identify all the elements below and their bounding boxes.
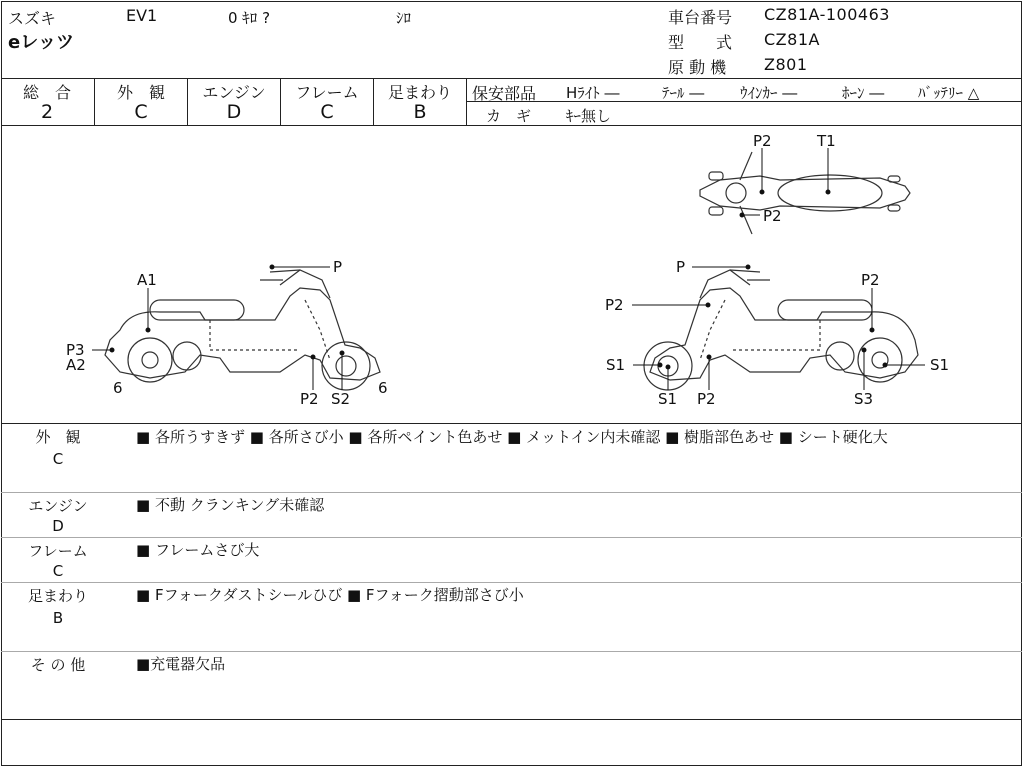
- divider: [1, 492, 1022, 493]
- divider: [1, 651, 1022, 652]
- divider: [1, 719, 1022, 720]
- damage-label: S3: [854, 390, 874, 408]
- color-value: ｼﾛ: [396, 9, 412, 27]
- suspension-section-text: ■ Fフォークダストシールひび ■ Fフォーク摺動部さび小: [136, 586, 524, 604]
- other-section-label: そ の 他: [30, 656, 86, 674]
- damage-label: S1: [658, 390, 678, 408]
- exterior-section-label: 外 観: [35, 428, 81, 446]
- damage-label: P2: [605, 296, 624, 314]
- frame-grade-value: C: [320, 101, 334, 123]
- key-value: ｷｰ無し: [566, 107, 612, 125]
- damage-label: P2: [697, 390, 716, 408]
- damage-label: P: [676, 258, 686, 276]
- scooter-top-view: [700, 152, 910, 234]
- damage-label: S1: [930, 356, 950, 374]
- damage-label: P: [333, 258, 343, 276]
- safety-parts-label: 保安部品: [472, 84, 537, 103]
- headlight-status: Hﾗｲﾄ ―: [566, 84, 620, 102]
- divider: [1, 537, 1022, 538]
- winker-status: ｳｲﾝｶｰ ―: [740, 84, 798, 102]
- frame-section-text: ■ フレームさび大: [136, 541, 260, 559]
- type-label: 型 式: [668, 33, 733, 52]
- vehicle-name: eレッツ: [8, 32, 75, 53]
- frame-section-label: フレーム: [28, 542, 88, 560]
- engine-section-grade: D: [52, 517, 64, 535]
- engine-label: 原 動 機: [668, 58, 727, 77]
- frame-section-grade: C: [52, 562, 64, 580]
- overall-grade-value: 2: [40, 101, 54, 123]
- taillight-status: ﾃｰﾙ ―: [662, 84, 705, 102]
- suspension-section-grade: B: [52, 609, 64, 627]
- engine-value: Z801: [764, 55, 808, 74]
- damage-label: A1: [137, 271, 157, 289]
- exterior-section-text: ■ 各所うすきず ■ 各所さび小 ■ 各所ペイント色あせ ■ メットイン内未確認 ■ 樹脂部色あせ ■ シート硬化大: [136, 428, 888, 446]
- damage-label: P2: [763, 207, 782, 225]
- engine-grade-value: D: [226, 101, 242, 123]
- damage-label: P3: [66, 341, 85, 359]
- overall-grade-label: 総 合: [22, 83, 71, 102]
- frame-number-label: 車台番号: [668, 8, 733, 27]
- engine-section-label: エンジン: [28, 497, 88, 515]
- frame-number-value: CZ81A-100463: [764, 5, 890, 24]
- damage-label: S1: [606, 356, 626, 374]
- exterior-section-grade: C: [52, 450, 64, 468]
- mileage-value: 0 ｷﾛ ?: [228, 9, 271, 27]
- divider: [1, 582, 1022, 583]
- engine-section-text: ■ 不動 クランキング未確認: [136, 496, 325, 514]
- damage-label: A2: [66, 356, 86, 374]
- exterior-grade-label: 外 観: [116, 83, 165, 102]
- maker-name: スズキ: [8, 9, 57, 28]
- engine-grade-label: エンジン: [202, 83, 266, 102]
- suspension-grade-value: B: [413, 101, 427, 123]
- damage-label: S2: [331, 390, 351, 408]
- key-label: カ ギ: [486, 107, 532, 125]
- damage-label: P2: [300, 390, 319, 408]
- suspension-grade-label: 足まわり: [387, 83, 452, 102]
- damage-label: 6: [378, 379, 388, 397]
- horn-status: ﾎｰﾝ ―: [842, 84, 885, 102]
- divider: [1, 423, 1022, 424]
- damage-label: T1: [817, 132, 836, 150]
- battery-status: ﾊﾞｯﾃﾘｰ △: [918, 84, 980, 102]
- frame-grade-label: フレーム: [295, 83, 359, 102]
- exterior-grade-value: C: [134, 101, 148, 123]
- damage-label: P2: [753, 132, 772, 150]
- damage-label: P2: [861, 271, 880, 289]
- model-code: EV1: [126, 6, 158, 25]
- damage-label: 6: [113, 379, 123, 397]
- suspension-section-label: 足まわり: [27, 587, 88, 605]
- type-value: CZ81A: [764, 30, 820, 49]
- other-section-text: ■充電器欠品: [136, 655, 226, 673]
